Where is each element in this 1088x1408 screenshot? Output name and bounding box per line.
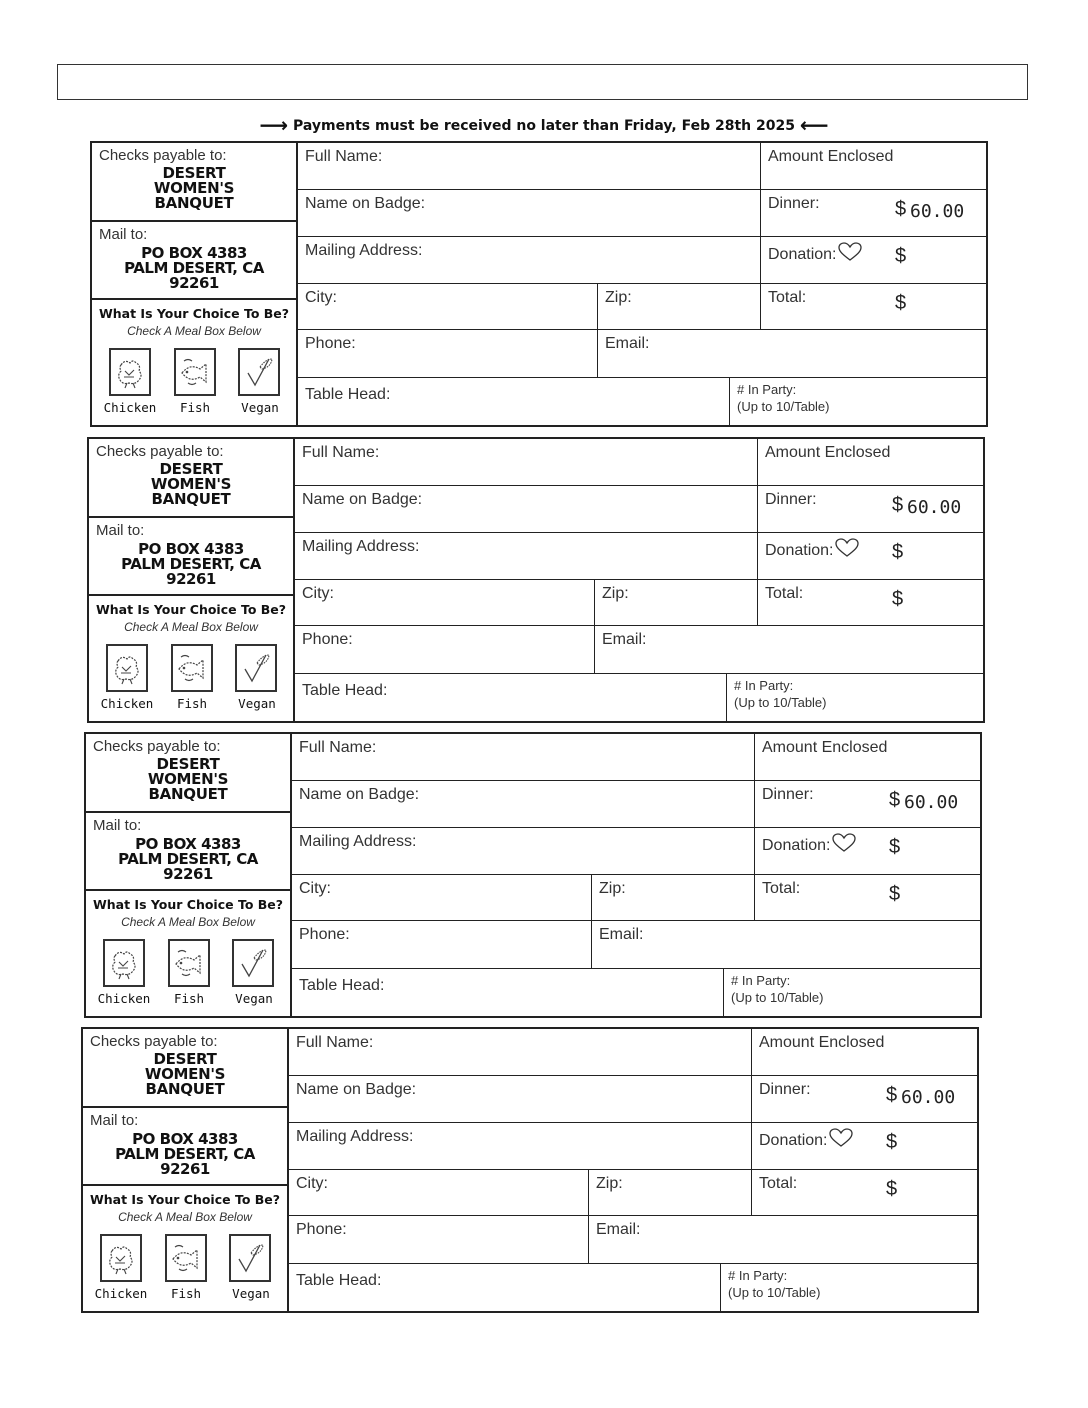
zip-label: Zip: [596, 1175, 623, 1192]
donation-label-wrap [762, 833, 856, 855]
email-field[interactable] [598, 330, 986, 378]
total-label: Total: [768, 289, 807, 306]
party-note: (Up to 10/Table) [737, 399, 830, 414]
city-field[interactable] [292, 875, 592, 921]
donation-label: Donation: [759, 1132, 828, 1149]
email-field[interactable] [592, 921, 980, 969]
table-head-label: Table Head: [296, 1272, 382, 1289]
phone-label: Phone: [299, 926, 350, 943]
payment-deadline-notice [0, 113, 1088, 137]
mail-to-section [86, 813, 290, 891]
party-label: # In Party: [737, 382, 797, 397]
dinner-dollar-sign: $ [895, 198, 907, 220]
dinner-amount-row [761, 190, 986, 237]
city-label: City: [305, 289, 337, 306]
fish-checkbox[interactable] [168, 939, 210, 987]
party-size-field[interactable] [727, 674, 983, 721]
fish-label: Fish [176, 696, 208, 711]
address-line: 92261 [163, 865, 213, 883]
meal-choice-question: What Is Your Choice To Be? [95, 602, 287, 617]
mailing-address-label: Mailing Address: [305, 242, 423, 259]
dinner-amount-row [755, 781, 980, 828]
header-box [57, 64, 1028, 100]
arrow-right-icon: ⟶ [259, 113, 289, 137]
amount-enclosed-label: Amount Enclosed [768, 148, 894, 165]
donation-label-wrap [768, 242, 862, 264]
donation-dollar-sign: $ [892, 541, 904, 563]
amount-enclosed-header [755, 734, 980, 781]
mailing-address [92, 246, 296, 291]
mail-to-label: Mail to: [90, 1112, 139, 1129]
vegan-checkbox[interactable] [238, 348, 280, 396]
party-label: # In Party: [731, 973, 791, 988]
full-name-label: Full Name: [296, 1034, 374, 1051]
dinner-label: Dinner: [768, 195, 820, 212]
org-name-line: BANQUET [145, 1080, 225, 1098]
full-name-label: Full Name: [299, 739, 377, 756]
org-name-line: BANQUET [151, 490, 231, 508]
checks-payable-section [89, 439, 293, 518]
donation-field[interactable] [752, 1123, 977, 1170]
name-on-badge-field[interactable] [298, 190, 761, 237]
chicken-icon [107, 944, 141, 982]
fish-icon [178, 353, 212, 391]
notice-text: Payments must be received no later than Friday, Feb 28th 2025 [293, 118, 795, 134]
total-label: Total: [765, 585, 804, 602]
party-label: # In Party: [728, 1268, 788, 1283]
chicken-icon [104, 1239, 138, 1277]
fish-label: Fish [179, 400, 211, 415]
email-label: Email: [596, 1221, 641, 1238]
dinner-label: Dinner: [759, 1081, 811, 1098]
name-on-badge-field[interactable] [292, 781, 755, 828]
leaf-check-icon [242, 353, 276, 391]
meal-choice-section [83, 1186, 287, 1311]
total-field[interactable] [758, 580, 983, 626]
total-field[interactable] [755, 875, 980, 921]
name-on-badge-label: Name on Badge: [299, 786, 420, 803]
mailing-address [89, 542, 293, 587]
org-name-line: WOMEN'S [147, 770, 229, 788]
mailing-address-label: Mailing Address: [296, 1128, 414, 1145]
party-size-label [731, 972, 824, 1006]
chicken-label: Chicken [97, 991, 151, 1006]
email-label: Email: [605, 335, 650, 352]
checks-payable-label: Checks payable to: [93, 738, 221, 755]
donation-dollar-sign: $ [886, 1131, 898, 1153]
fish-label: Fish [170, 1286, 202, 1301]
city-field[interactable] [295, 580, 595, 626]
party-size-field[interactable] [721, 1264, 977, 1311]
registration-form [90, 141, 988, 427]
chicken-label: Chicken [94, 1286, 148, 1301]
form-info-panel [89, 439, 295, 721]
org-name-line: DESERT [159, 460, 223, 478]
heart-icon [835, 538, 859, 558]
chicken-checkbox[interactable] [103, 939, 145, 987]
zip-label: Zip: [602, 585, 629, 602]
mail-to-label: Mail to: [93, 817, 142, 834]
total-field[interactable] [752, 1170, 977, 1216]
dinner-amount: 60.00 [904, 792, 959, 813]
dinner-label: Dinner: [762, 786, 814, 803]
checks-payable-section [83, 1029, 287, 1108]
organization-name [89, 462, 293, 507]
phone-field[interactable] [298, 330, 598, 378]
party-size-field[interactable] [730, 378, 986, 425]
name-on-badge-field[interactable] [295, 486, 758, 533]
checks-payable-section [86, 734, 290, 813]
organization-name [83, 1052, 287, 1097]
fish-label: Fish [173, 991, 205, 1006]
organization-name [86, 757, 290, 802]
dinner-dollar-sign: $ [886, 1084, 898, 1106]
org-name-line: BANQUET [154, 194, 234, 212]
zip-label: Zip: [605, 289, 632, 306]
dinner-amount: 60.00 [910, 201, 965, 222]
dinner-dollar-sign: $ [889, 789, 901, 811]
mail-to-section [92, 222, 296, 300]
mail-to-label: Mail to: [99, 226, 148, 243]
form-info-panel [86, 734, 292, 1016]
meal-choice-question: What Is Your Choice To Be? [92, 897, 284, 912]
vegan-label: Vegan [232, 1286, 270, 1301]
total-field[interactable] [761, 284, 986, 330]
org-name-line: DESERT [162, 164, 226, 182]
org-name-line: WOMEN'S [153, 179, 235, 197]
full-name-label: Full Name: [302, 444, 380, 461]
mailing-address-label: Mailing Address: [302, 538, 420, 555]
name-on-badge-label: Name on Badge: [296, 1081, 417, 1098]
email-field[interactable] [595, 626, 983, 674]
address-line: PO BOX 4383 [132, 1130, 238, 1148]
party-label: # In Party: [734, 678, 794, 693]
donation-dollar-sign: $ [889, 836, 901, 858]
city-label: City: [302, 585, 334, 602]
meal-choice-section [89, 596, 293, 721]
mailing-address [86, 837, 290, 882]
address-line: PALM DESERT, CA [124, 259, 264, 277]
name-on-badge-label: Name on Badge: [302, 491, 423, 508]
registration-form [81, 1027, 979, 1313]
mail-to-label: Mail to: [96, 522, 145, 539]
mailing-address [83, 1132, 287, 1177]
org-name-line: DESERT [156, 755, 220, 773]
amount-enclosed-label: Amount Enclosed [765, 444, 891, 461]
table-head-label: Table Head: [299, 977, 385, 994]
party-note: (Up to 10/Table) [731, 990, 824, 1005]
city-label: City: [296, 1175, 328, 1192]
full-name-field[interactable] [295, 439, 758, 486]
vegan-label: Vegan [235, 991, 273, 1006]
donation-field[interactable] [755, 828, 980, 875]
vegan-checkbox[interactable] [232, 939, 274, 987]
meal-choice-instruction: Check A Meal Box Below [124, 620, 258, 634]
dinner-amount-row [758, 486, 983, 533]
table-head-label: Table Head: [305, 386, 391, 403]
meal-choice-question: What Is Your Choice To Be? [98, 306, 290, 321]
fish-icon [175, 649, 209, 687]
org-name-line: DESERT [153, 1050, 217, 1068]
fish-checkbox[interactable] [171, 644, 213, 692]
registration-form [84, 732, 982, 1018]
amount-enclosed-header [758, 439, 983, 486]
address-line: PALM DESERT, CA [121, 555, 261, 573]
dinner-dollar-sign: $ [892, 494, 904, 516]
email-field[interactable] [589, 1216, 977, 1264]
donation-label-wrap [765, 538, 859, 560]
phone-field[interactable] [289, 1216, 589, 1264]
table-head-field[interactable] [292, 969, 724, 1016]
org-name-line: WOMEN'S [150, 475, 232, 493]
zip-field[interactable] [592, 875, 755, 921]
mail-to-section [89, 518, 293, 596]
meal-choice-instruction: Check A Meal Box Below [121, 915, 255, 929]
city-label: City: [299, 880, 331, 897]
table-head-field[interactable] [295, 674, 727, 721]
zip-field[interactable] [595, 580, 758, 626]
dinner-amount: 60.00 [901, 1087, 956, 1108]
phone-label: Phone: [305, 335, 356, 352]
party-note: (Up to 10/Table) [734, 695, 827, 710]
zip-field[interactable] [598, 284, 761, 330]
checks-payable-label: Checks payable to: [96, 443, 224, 460]
total-dollar-sign: $ [892, 588, 904, 610]
amount-enclosed-header [761, 143, 986, 190]
phone-field[interactable] [295, 626, 595, 674]
donation-label: Donation: [762, 837, 831, 854]
vegan-checkbox[interactable] [229, 1234, 271, 1282]
total-dollar-sign: $ [895, 292, 907, 314]
leaf-check-icon [233, 1239, 267, 1277]
address-line: PO BOX 4383 [138, 540, 244, 558]
vegan-checkbox[interactable] [235, 644, 277, 692]
chicken-label: Chicken [103, 400, 157, 415]
address-line: 92261 [169, 274, 219, 292]
org-name-line: WOMEN'S [144, 1065, 226, 1083]
meal-choice-section [92, 300, 296, 425]
donation-field[interactable] [758, 533, 983, 580]
address-line: PALM DESERT, CA [118, 850, 258, 868]
city-field[interactable] [298, 284, 598, 330]
dinner-label: Dinner: [765, 491, 817, 508]
org-name-line: BANQUET [148, 785, 228, 803]
full-name-label: Full Name: [305, 148, 383, 165]
address-line: 92261 [160, 1160, 210, 1178]
donation-dollar-sign: $ [895, 245, 907, 267]
chicken-icon [110, 649, 144, 687]
meal-choice-question: What Is Your Choice To Be? [89, 1192, 281, 1207]
party-size-label [737, 381, 830, 415]
heart-icon [832, 833, 856, 853]
fish-icon [172, 944, 206, 982]
leaf-check-icon [239, 649, 273, 687]
donation-label: Donation: [768, 246, 837, 263]
meal-choice-section [86, 891, 290, 1016]
table-head-field[interactable] [298, 378, 730, 425]
total-dollar-sign: $ [889, 883, 901, 905]
mailing-address-field[interactable] [295, 533, 758, 580]
vegan-label: Vegan [238, 696, 276, 711]
table-head-label: Table Head: [302, 682, 388, 699]
party-note: (Up to 10/Table) [728, 1285, 821, 1300]
mailing-address-field[interactable] [298, 237, 761, 284]
party-size-label [728, 1267, 821, 1301]
party-size-label [734, 677, 827, 711]
mailing-address-field[interactable] [289, 1123, 752, 1170]
table-head-field[interactable] [289, 1264, 721, 1311]
heart-icon [829, 1128, 853, 1148]
arrow-left-icon: ⟵ [799, 113, 829, 137]
mailing-address-label: Mailing Address: [299, 833, 417, 850]
organization-name [92, 166, 296, 211]
full-name-field[interactable] [289, 1029, 752, 1076]
phone-label: Phone: [296, 1221, 347, 1238]
name-on-badge-field[interactable] [289, 1076, 752, 1123]
amount-enclosed-header [752, 1029, 977, 1076]
address-line: 92261 [166, 570, 216, 588]
form-info-panel [83, 1029, 289, 1311]
zip-label: Zip: [599, 880, 626, 897]
email-label: Email: [599, 926, 644, 943]
zip-field[interactable] [589, 1170, 752, 1216]
total-dollar-sign: $ [886, 1178, 898, 1200]
amount-enclosed-label: Amount Enclosed [759, 1034, 885, 1051]
address-line: PO BOX 4383 [135, 835, 241, 853]
vegan-label: Vegan [241, 400, 279, 415]
total-label: Total: [762, 880, 801, 897]
chicken-label: Chicken [100, 696, 154, 711]
chicken-icon [113, 353, 147, 391]
full-name-field[interactable] [298, 143, 761, 190]
full-name-field[interactable] [292, 734, 755, 781]
checks-payable-label: Checks payable to: [99, 147, 227, 164]
fish-checkbox[interactable] [174, 348, 216, 396]
donation-label: Donation: [765, 542, 834, 559]
chicken-checkbox[interactable] [106, 644, 148, 692]
meal-choice-instruction: Check A Meal Box Below [118, 1210, 252, 1224]
heart-icon [838, 242, 862, 262]
amount-enclosed-label: Amount Enclosed [762, 739, 888, 756]
total-label: Total: [759, 1175, 798, 1192]
phone-label: Phone: [302, 631, 353, 648]
form-info-panel [92, 143, 298, 425]
registration-form [87, 437, 985, 723]
address-line: PALM DESERT, CA [115, 1145, 255, 1163]
meal-choice-instruction: Check A Meal Box Below [127, 324, 261, 338]
fish-checkbox[interactable] [165, 1234, 207, 1282]
dinner-amount-row [752, 1076, 977, 1123]
phone-field[interactable] [292, 921, 592, 969]
city-field[interactable] [289, 1170, 589, 1216]
party-size-field[interactable] [724, 969, 980, 1016]
mail-to-section [83, 1108, 287, 1186]
chicken-checkbox[interactable] [100, 1234, 142, 1282]
checks-payable-label: Checks payable to: [90, 1033, 218, 1050]
address-line: PO BOX 4383 [141, 244, 247, 262]
name-on-badge-label: Name on Badge: [305, 195, 426, 212]
mailing-address-field[interactable] [292, 828, 755, 875]
checks-payable-section [92, 143, 296, 222]
leaf-check-icon [236, 944, 270, 982]
donation-field[interactable] [761, 237, 986, 284]
chicken-checkbox[interactable] [109, 348, 151, 396]
donation-label-wrap [759, 1128, 853, 1150]
email-label: Email: [602, 631, 647, 648]
dinner-amount: 60.00 [907, 497, 962, 518]
fish-icon [169, 1239, 203, 1277]
